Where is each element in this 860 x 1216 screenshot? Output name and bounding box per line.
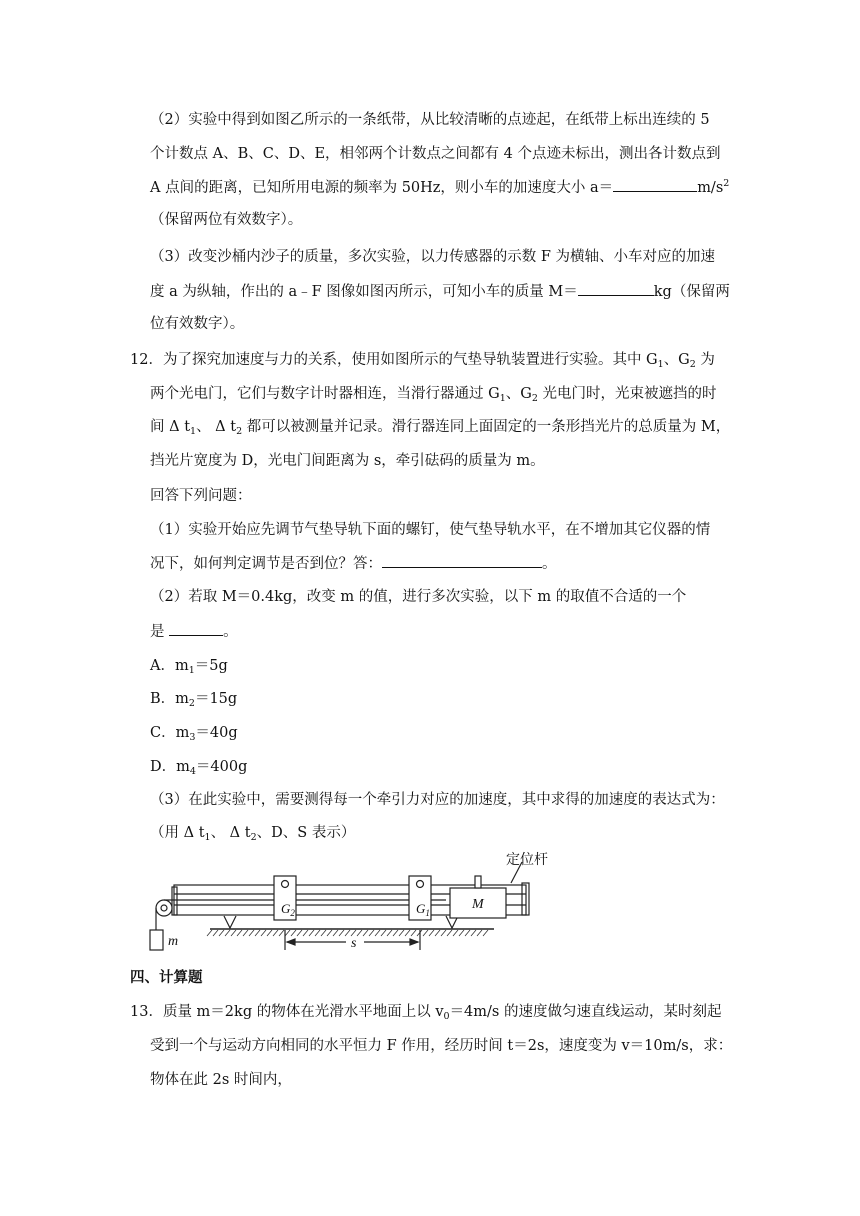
- q12-p1-line1: （1）实验开始应先调节气垫导轨下面的螺钉，使气垫导轨水平，在不增加其它仪器的情: [150, 522, 711, 538]
- answer-blank-choice[interactable]: [169, 621, 223, 636]
- q12-stem-line4: 挡光片宽度为 D，光电门间距离为 s，牵引砝码的质量为 m。: [150, 453, 545, 469]
- answer-blank-mass[interactable]: [578, 281, 654, 296]
- answer-blank-acceleration[interactable]: [613, 177, 697, 192]
- q13-line1: 13．质量 m＝2kg 的物体在光滑水平地面上以 $v_0=4m/s$ 的速度做匀速直线运动，某时刻起: [130, 1004, 722, 1022]
- weight-label: m: [168, 934, 179, 949]
- q12-stem-line3: 间 Δ $t_1$、 Δ $t_2$ 都可以被测量并记录。滑行器连同上面固定的一条形挡光片的总质量为 M，: [150, 419, 731, 437]
- q12-p3-line2: （用 Δ $t_1$、 Δ $t_2$、D、S 表示）: [150, 825, 356, 843]
- g1-label: $G_1$: [416, 901, 430, 918]
- option-a: A．$m_1=5g$: [150, 658, 228, 676]
- q12-p3-line1: （3）在此实验中，需要测得每一个牵引力对应的加速度，其中求得的加速度的表达式为：: [150, 792, 725, 808]
- answer-blank-level-check[interactable]: [382, 553, 542, 568]
- q12-stem-line2: 两个光电门，它们与数字计时器相连，当滑行器通过 $G_1$、$G_2$ 光电门时，光束被遮挡的时: [150, 386, 717, 404]
- q11-p3-line3: 位有效数字）。: [150, 316, 245, 332]
- q13-line3: 物体在此 2s 时间内，: [150, 1072, 292, 1088]
- light-shield: [475, 876, 481, 888]
- locating-rod-label: 定位杆: [506, 852, 548, 868]
- air-track-figure: [146, 850, 548, 960]
- g2-label: $G_2$: [281, 901, 295, 918]
- slider-label: M: [472, 897, 484, 912]
- q11-p3-line2: 度 a 为纵轴，作出的 a﹣F 图像如图丙所示，可知小车的质量 M＝ kg（保留两: [150, 281, 730, 302]
- hanging-weight: [150, 930, 163, 950]
- option-c: C．$m_3=40g$: [150, 725, 238, 743]
- distance-label: s: [351, 936, 357, 951]
- option-b: B．$m_2=15g$: [150, 691, 238, 709]
- q12-stem-line5: 回答下列问题：: [150, 488, 252, 504]
- q11-p2-line3: A 点间的距离，已知所用电源的频率为 50Hz，则小车的加速度大小 $a= m/s^2$: [150, 178, 730, 196]
- q11-p2-line2: 个计数点 A、B、C、D、E，相邻两个计数点之间都有 4 个点迹未标出，测出各计数点到: [150, 146, 721, 162]
- pulley-icon: [156, 900, 172, 916]
- q13-line2: 受到一个与运动方向相同的水平恒力 F 作用，经历时间 t＝2s，速度变为 v＝10m/s，求：: [150, 1038, 733, 1054]
- q12-p2-line1: （2）若取 M＝0.4kg，改变 m 的值，进行多次实验，以下 m 的取值不合适的一个: [150, 589, 687, 605]
- q12-p2-line2: 是 。: [150, 621, 238, 642]
- q11-p2-line4: （保留两位有效数字）。: [150, 212, 303, 228]
- option-d: D．$m_4=400g$: [150, 759, 248, 777]
- q12-p1-line2: 况下，如何判定调节是否到位？答： 。: [150, 553, 557, 574]
- section-heading: 四、计算题: [130, 969, 203, 986]
- q11-p2-line1: （2）实验中得到如图乙所示的一条纸带，从比较清晰的点迹起，在纸带上标出连续的 5: [150, 112, 710, 128]
- q11-p3-line1: （3）改变沙桶内沙子的质量，多次实验，以力传感器的示数 F 为横轴、小车对应的加速: [150, 249, 716, 265]
- q12-stem-line1: 12．为了探究加速度与力的关系，使用如图所示的气垫导轨装置进行实验。其中 $G_1$、$G_2$ 为: [130, 352, 715, 370]
